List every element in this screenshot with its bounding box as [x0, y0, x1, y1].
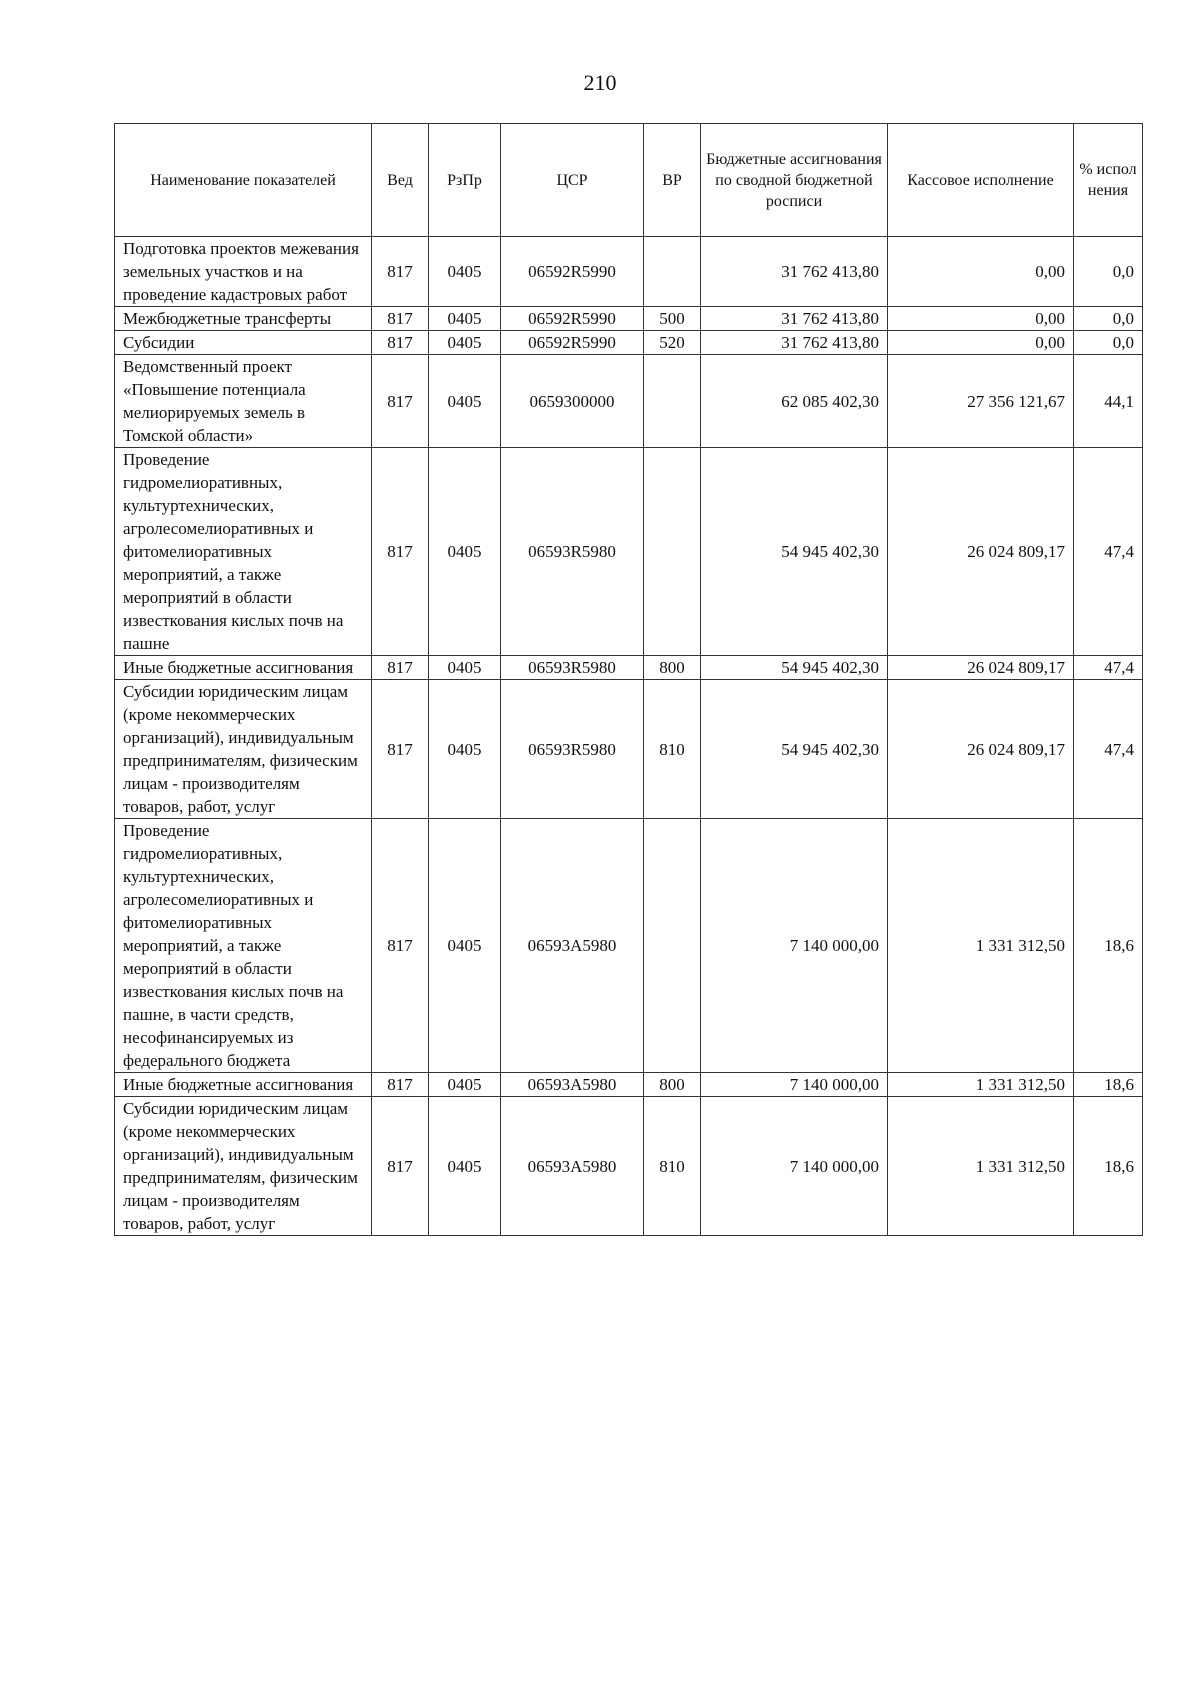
- cell-cash: 26 024 809,17: [888, 448, 1074, 656]
- cell-cash: 0,00: [888, 331, 1074, 355]
- cell-rzpr: 0405: [429, 1097, 501, 1236]
- cell-csr: 0659300000: [501, 355, 644, 448]
- cell-vr: 500: [644, 307, 701, 331]
- cell-cash: 0,00: [888, 237, 1074, 307]
- cell-name: Субсидии: [115, 331, 372, 355]
- cell-budget: 54 945 402,30: [701, 448, 888, 656]
- table-row: [115, 819, 1143, 1073]
- cell-percent: 0,0: [1074, 237, 1143, 307]
- cell-csr: 06593А5980: [501, 819, 644, 1073]
- cell-vr: 520: [644, 331, 701, 355]
- cell-cash: 27 356 121,67: [888, 355, 1074, 448]
- cell-cash: 1 331 312,50: [888, 1097, 1074, 1236]
- cell-cash: 1 331 312,50: [888, 1073, 1074, 1097]
- cell-ved: 817: [372, 1097, 429, 1236]
- cell-budget: 7 140 000,00: [701, 1097, 888, 1236]
- cell-ved: 817: [372, 448, 429, 656]
- table-header-row: [115, 124, 1143, 237]
- header-csr: ЦСР: [501, 124, 644, 237]
- cell-percent: 47,4: [1074, 448, 1143, 656]
- table-row: [115, 355, 1143, 448]
- cell-budget: 62 085 402,30: [701, 355, 888, 448]
- table-row: [115, 307, 1143, 331]
- cell-rzpr: 0405: [429, 448, 501, 656]
- cell-budget: 31 762 413,80: [701, 237, 888, 307]
- cell-cash: 0,00: [888, 307, 1074, 331]
- cell-vr: [644, 819, 701, 1073]
- cell-percent: 18,6: [1074, 1097, 1143, 1236]
- cell-percent: 0,0: [1074, 307, 1143, 331]
- cell-name: Проведение гидромелиоративных, культуртехнических, агролесомелиоративных и фитомелиоративных мероприятий, а также мероприятий в области известкования кислых почв на пашне: [115, 448, 372, 656]
- cell-vr: 810: [644, 680, 701, 819]
- cell-percent: 18,6: [1074, 819, 1143, 1073]
- cell-percent: 47,4: [1074, 680, 1143, 819]
- header-percent: % испол нения: [1074, 124, 1143, 237]
- cell-cash: 26 024 809,17: [888, 656, 1074, 680]
- cell-percent: 0,0: [1074, 331, 1143, 355]
- cell-ved: 817: [372, 307, 429, 331]
- cell-percent: 18,6: [1074, 1073, 1143, 1097]
- budget-execution-table: [114, 123, 1143, 1236]
- cell-budget: 31 762 413,80: [701, 331, 888, 355]
- cell-name: Иные бюджетные ассигнования: [115, 1073, 372, 1097]
- header-cash: Кассовое исполнение: [888, 124, 1074, 237]
- cell-csr: 06593А5980: [501, 1073, 644, 1097]
- cell-cash: 26 024 809,17: [888, 680, 1074, 819]
- cell-ved: 817: [372, 819, 429, 1073]
- cell-cash: 1 331 312,50: [888, 819, 1074, 1073]
- cell-ved: 817: [372, 331, 429, 355]
- cell-ved: 817: [372, 680, 429, 819]
- cell-percent: 47,4: [1074, 656, 1143, 680]
- cell-ved: 817: [372, 237, 429, 307]
- cell-budget: 31 762 413,80: [701, 307, 888, 331]
- cell-rzpr: 0405: [429, 237, 501, 307]
- cell-csr: 06593R5980: [501, 448, 644, 656]
- table-row: [115, 237, 1143, 307]
- cell-name: Межбюджетные трансферты: [115, 307, 372, 331]
- header-ved: Вед: [372, 124, 429, 237]
- header-vr: ВР: [644, 124, 701, 237]
- cell-ved: 817: [372, 1073, 429, 1097]
- cell-csr: 06593R5980: [501, 656, 644, 680]
- cell-name: Проведение гидромелиоративных, культуртехнических, агролесомелиоративных и фитомелиоративных мероприятий, а также мероприятий в области известкования кислых почв на пашне, в части средств, несофинансируемых из федерального бюджета: [115, 819, 372, 1073]
- header-budget: Бюджетные ассигнования по сводной бюджетной росписи: [701, 124, 888, 237]
- header-name: Наименование показателей: [115, 124, 372, 237]
- cell-percent: 44,1: [1074, 355, 1143, 448]
- cell-rzpr: 0405: [429, 307, 501, 331]
- page-number: 210: [583, 70, 617, 95]
- cell-rzpr: 0405: [429, 331, 501, 355]
- cell-csr: 06592R5990: [501, 237, 644, 307]
- cell-csr: 06592R5990: [501, 307, 644, 331]
- cell-vr: 810: [644, 1097, 701, 1236]
- cell-vr: [644, 448, 701, 656]
- table-row: [115, 656, 1143, 680]
- cell-vr: 800: [644, 656, 701, 680]
- cell-budget: 54 945 402,30: [701, 656, 888, 680]
- cell-name: Субсидии юридическим лицам (кроме некоммерческих организаций), индивидуальным предпринимателям, физическим лицам - производителям товаров, работ, услуг: [115, 680, 372, 819]
- table-row: [115, 680, 1143, 819]
- cell-ved: 817: [372, 355, 429, 448]
- cell-vr: [644, 237, 701, 307]
- table-row: [115, 448, 1143, 656]
- cell-vr: 800: [644, 1073, 701, 1097]
- cell-rzpr: 0405: [429, 656, 501, 680]
- cell-name: Иные бюджетные ассигнования: [115, 656, 372, 680]
- cell-rzpr: 0405: [429, 1073, 501, 1097]
- cell-csr: 06592R5990: [501, 331, 644, 355]
- cell-budget: 54 945 402,30: [701, 680, 888, 819]
- cell-rzpr: 0405: [429, 355, 501, 448]
- cell-name: Ведомственный проект «Повышение потенциала мелиорируемых земель в Томской области»: [115, 355, 372, 448]
- cell-budget: 7 140 000,00: [701, 819, 888, 1073]
- cell-name: Подготовка проектов межевания земельных участков и на проведение кадастровых работ: [115, 237, 372, 307]
- cell-vr: [644, 355, 701, 448]
- cell-csr: 06593А5980: [501, 1097, 644, 1236]
- table-row: [115, 331, 1143, 355]
- table-row: [115, 1097, 1143, 1236]
- cell-csr: 06593R5980: [501, 680, 644, 819]
- cell-ved: 817: [372, 656, 429, 680]
- cell-rzpr: 0405: [429, 819, 501, 1073]
- cell-name: Субсидии юридическим лицам (кроме некоммерческих организаций), индивидуальным предпринимателям, физическим лицам - производителям товаров, работ, услуг: [115, 1097, 372, 1236]
- cell-budget: 7 140 000,00: [701, 1073, 888, 1097]
- cell-rzpr: 0405: [429, 680, 501, 819]
- header-rzpr: РзПр: [429, 124, 501, 237]
- table-row: [115, 1073, 1143, 1097]
